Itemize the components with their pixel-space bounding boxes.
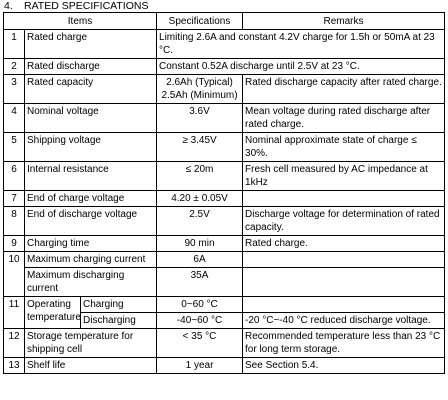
item-name: Storage temperature for shipping cell [25,329,157,358]
item-name: Maximum discharging current [25,268,157,297]
table-row [4,59,445,75]
spec-value: < 35 °C [157,329,243,358]
spec-value: Limiting 2.6A and constant 4.2V charge for 1.5h or 50mA at 23 °C. [157,30,445,59]
remark-text [243,297,445,313]
row-number: 3 [4,75,25,104]
table-row [4,329,445,358]
item-name: Shelf life [25,358,157,374]
spec-value: 0~60 °C [157,297,243,313]
item-name: Rated charge [25,30,157,59]
remark-text: See Section 5.4. [243,358,445,374]
row-number: 11 [4,297,25,329]
remark-text: Nominal approximate state of charge ≤ 30%. [243,133,445,162]
spec-value: Constant 0.52A discharge until 2.5V at 23 °C. [157,59,445,75]
row-number: 7 [4,191,25,207]
row-number: 13 [4,358,25,374]
header-items: Items [4,13,157,30]
table-row [4,268,445,297]
remark-text: Discharge voltage for determination of rated capacity. [243,207,445,236]
table-row [4,297,445,313]
table-row [4,358,445,374]
spec-value: -40~60 °C [157,313,243,329]
row-number: 12 [4,329,25,358]
remark-text: Fresh cell measured by AC impedance at 1kHz [243,162,445,191]
item-name: Maximum charging current [25,252,157,268]
row-number: 4 [4,104,25,133]
spec-minimum: 2.5Ah (Minimum) [161,90,238,101]
spec-value: 35A [157,268,243,297]
table-header-row [4,13,445,30]
row-number: 1 [4,30,25,59]
item-name: Operating temperature [25,297,81,329]
spec-value [157,75,243,104]
item-name: End of discharge voltage [25,207,157,236]
item-name: Rated capacity [25,75,157,104]
spec-value: 1 year [157,358,243,374]
row-number: 8 [4,207,25,236]
item-name: End of charge voltage [25,191,157,207]
section-title: RATED SPECIFICATIONS [24,0,149,12]
specifications-table [3,12,445,374]
spec-value: 4.20 ± 0.05V [157,191,243,207]
table-row [4,252,445,268]
sub-item-name: Charging [81,297,157,313]
spec-typical: 2.6Ah (Typical) [166,77,233,88]
remark-text: Mean voltage during rated discharge after rated charge. [243,104,445,133]
spec-value: ≤ 20m [157,162,243,191]
remark-text: Rated discharge capacity after rated charge. [243,75,445,104]
table-row [4,30,445,59]
item-name: Internal resistance [25,162,157,191]
spec-value: 90 min [157,236,243,252]
table-row [4,162,445,191]
table-row [4,236,445,252]
table-row [4,207,445,236]
remark-text: -20 °C~-40 °C reduced discharge voltage. [243,313,445,329]
remark-text [243,191,445,207]
remark-text: Rated charge. [243,236,445,252]
row-number: 9 [4,236,25,252]
header-specifications: Specifications [157,13,243,30]
spec-value: ≥ 3.45V [157,133,243,162]
header-remarks: Remarks [243,13,445,30]
section-number: 4. [4,0,13,12]
row-number: 5 [4,133,25,162]
row-number: 6 [4,162,25,191]
item-name: Charging time [25,236,157,252]
item-name: Rated discharge [25,59,157,75]
item-name: Shipping voltage [25,133,157,162]
spec-value: 3.6V [157,104,243,133]
spec-value: 6A [157,252,243,268]
item-name: Nominal voltage [25,104,157,133]
remark-text [243,268,445,297]
spec-value: 2.5V [157,207,243,236]
table-row [4,191,445,207]
row-number: 10 [4,252,25,297]
table-row [4,104,445,133]
remark-text: Recommended temperature less than 23 °C for long term storage. [243,329,445,358]
table-row [4,75,445,104]
row-number: 2 [4,59,25,75]
table-row [4,133,445,162]
remark-text [243,252,445,268]
sub-item-name: Discharging [81,313,157,329]
